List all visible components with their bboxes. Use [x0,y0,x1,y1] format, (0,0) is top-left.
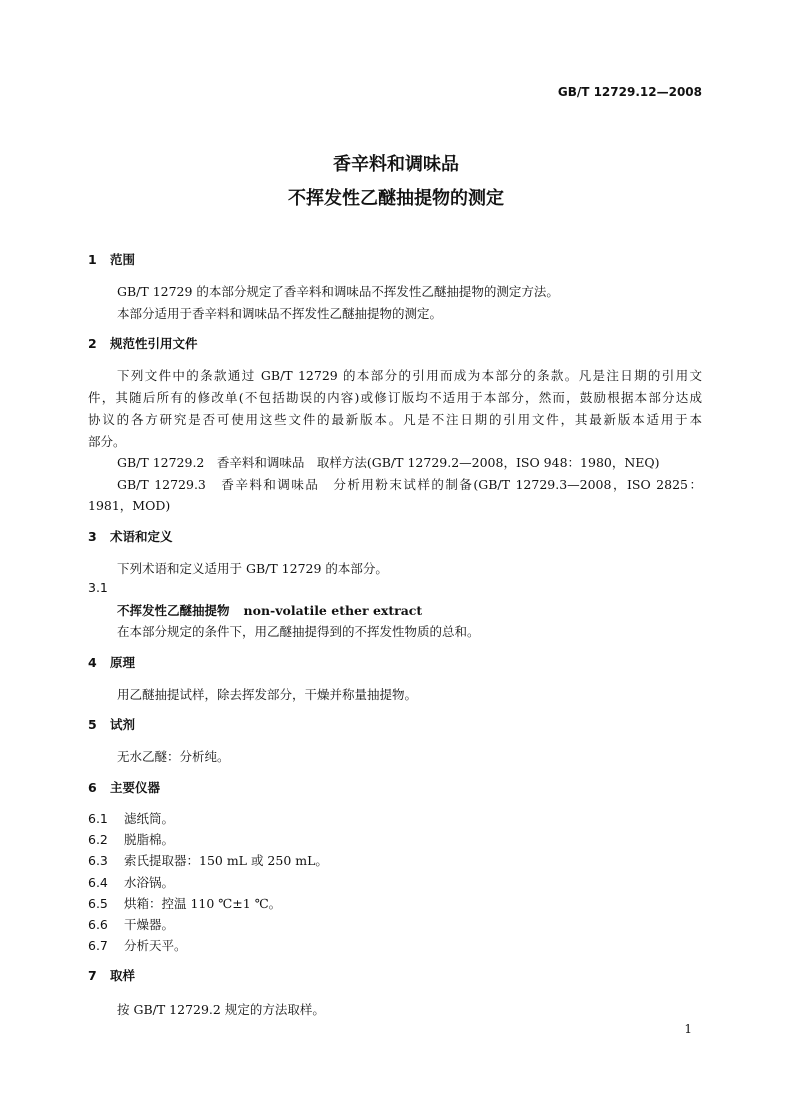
apparatus-item [88,936,187,954]
apparatus-item [88,894,281,912]
apparatus-item [88,915,174,933]
reagents-paragraph: 无水乙醚：分析纯。 [117,749,230,764]
normative-paragraph-line-2: 件，其随后所有的修改单(不包括勘误的内容)或修订版均不适用于本部分，然而，鼓励根据本部分达成 [88,390,702,405]
subclause-number: 3.1 [88,580,108,595]
item-number: 6.7 [88,938,108,953]
item-text: 干燥器。 [124,917,175,932]
item-text: 滤纸筒。 [124,811,175,826]
reference-entry-2-line-1: GB/T 12729.3 香辛料和调味品 分析用粉末试样的制备(GB/T 12729.3—2008，ISO 2825： [117,477,702,492]
section-title: 原理 [110,655,136,670]
item-number: 6.4 [88,875,108,890]
section-heading-sampling [88,966,135,984]
page-number: 1 [684,1022,692,1036]
item-text: 分析天平。 [124,938,187,953]
item-text: 索氏提取器：150 mL 或 250 mL。 [124,853,328,868]
section-heading-reagents [88,715,135,733]
section-number: 2 [88,336,97,351]
item-number: 6.5 [88,896,108,911]
term-entry [117,601,422,619]
section-title: 范围 [110,252,136,267]
section-heading-normative-refs [88,334,198,352]
section-title: 规范性引用文件 [110,336,198,351]
item-text: 水浴锅。 [124,875,175,890]
term-english: non-volatile ether extract [243,603,423,618]
scope-paragraph-2: 本部分适用于香辛料和调味品不挥发性乙醚抽提物的测定。 [117,306,443,321]
sampling-paragraph: 按 GB/T 12729.2 规定的方法取样。 [117,1002,325,1017]
term-chinese: 不挥发性乙醚抽提物 [117,603,230,618]
apparatus-item [88,873,174,891]
section-number: 4 [88,655,97,670]
item-number: 6.6 [88,917,108,932]
item-text: 脱脂棉。 [124,832,175,847]
item-text: 烘箱：控温 110 ℃±1 ℃。 [124,896,282,911]
apparatus-item [88,830,174,848]
section-number: 5 [88,717,97,732]
section-heading-scope [88,250,135,268]
title-line-2: 不挥发性乙醚抽提物的测定 [288,188,504,209]
standard-code: GB/T 12729.12—2008 [557,85,702,99]
section-number: 3 [88,529,97,544]
reference-entry-2-line-2: 1981，MOD) [88,498,171,513]
terms-paragraph: 下列术语和定义适用于 GB/T 12729 的本部分。 [117,561,388,576]
section-number: 6 [88,780,97,795]
section-number: 1 [88,252,97,267]
term-definition: 在本部分规定的条件下，用乙醚抽提得到的不挥发性物质的总和。 [117,624,480,639]
section-title: 取样 [110,968,136,983]
apparatus-item [88,809,174,827]
item-number: 6.3 [88,853,108,868]
section-heading-principle [88,653,135,671]
section-title: 主要仪器 [110,780,161,795]
normative-paragraph-line-1: 下列文件中的条款通过 GB/T 12729 的本部分的引用而成为本部分的条款。凡是注日期的引用文 [117,368,702,383]
scope-paragraph-1: GB/T 12729 的本部分规定了香辛料和调味品不挥发性乙醚抽提物的测定方法。 [117,284,559,299]
principle-paragraph: 用乙醚抽提试样，除去挥发部分，干燥并称量抽提物。 [117,687,418,702]
item-number: 6.1 [88,811,108,826]
normative-paragraph-line-4: 部分。 [88,434,126,449]
normative-paragraph-line-3: 协议的各方研究是否可使用这些文件的最新版本。凡是不注日期的引用文件，其最新版本适用于本 [88,412,702,427]
section-number: 7 [88,968,97,983]
apparatus-item [88,851,328,869]
item-number: 6.2 [88,832,108,847]
reference-entry-1: GB/T 12729.2 香辛料和调味品 取样方法(GB/T 12729.2—2008，ISO 948：1980，NEQ) [117,455,660,470]
section-title: 试剂 [110,717,136,732]
section-heading-apparatus [88,778,160,796]
section-heading-terms [88,527,173,545]
title-line-1: 香辛料和调味品 [333,154,459,175]
section-title: 术语和定义 [110,529,173,544]
